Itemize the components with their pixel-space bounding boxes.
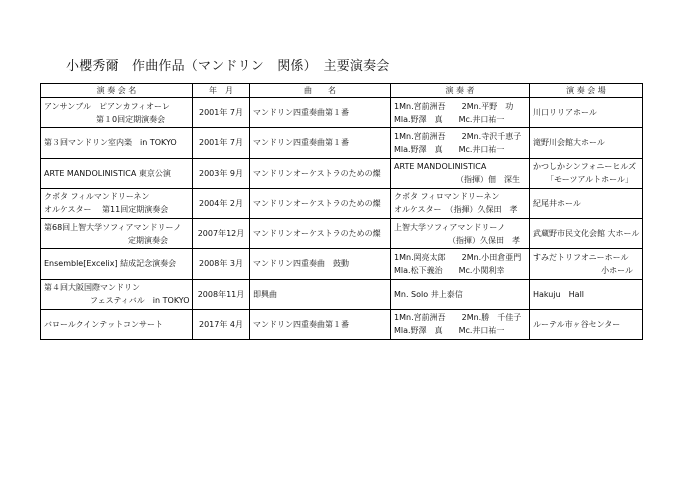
concert-name: 第68回上智大学ソフィアマンドリーノ (44, 222, 182, 232)
piece-cell: マンドリンオーケストラのための燦 (250, 158, 391, 188)
concert-cell (41, 279, 193, 309)
venue-line: すみだトリフオニーホール (533, 252, 629, 262)
date-cell: 2008年 3月 (193, 249, 250, 279)
venue-cell: ルーテル市ヶ谷センター (530, 309, 643, 339)
table-row (41, 98, 643, 128)
piece-cell: マンドリン四重奏曲第１番 (250, 309, 391, 339)
piece-cell: マンドリンオーケストラのための燦 (250, 188, 391, 218)
venue-cell (530, 158, 643, 188)
page-title: 小櫻秀爾 作曲作品（マンドリン 関係） 主要演奏会 (66, 59, 390, 74)
performers-line: Mla.松下義治 Mc.小関利幸 (394, 265, 505, 275)
conductor-line: （指揮）佃 深生 (456, 175, 520, 185)
performers-cell (391, 188, 530, 218)
performers-line: 上智大学ソフィアマンドリーノ (394, 222, 506, 232)
conductor-line: （指揮）久保田 孝 (448, 235, 520, 245)
performers-line: Mla.野澤 真 Mc.井口祐一 (394, 326, 505, 336)
concert-cell (41, 219, 193, 249)
date-cell: 2004年 2月 (193, 188, 250, 218)
performers-cell (391, 158, 530, 188)
date-cell: 2017年 4月 (193, 309, 250, 339)
date-cell: 2003年 9月 (193, 158, 250, 188)
concert-cell: ARTE MANDOLINISTICA 東京公演 (41, 158, 193, 188)
piece-cell: マンドリン四重奏曲 鼓動 (250, 249, 391, 279)
performers-cell: Mn. Solo 井上泰信 (391, 279, 530, 309)
piece-cell: 即興曲 (250, 279, 391, 309)
venue-cell: 滝野川会館大ホール (530, 128, 643, 158)
table-row (41, 219, 643, 249)
performers-cell (391, 309, 530, 339)
venue-line2: 小ホール (601, 265, 633, 275)
performers-line: オルケスター （指揮）久保田 孝 (394, 205, 518, 215)
header-piece: 曲 名 (250, 84, 391, 98)
concert-name-line2: 定期演奏会 (128, 235, 168, 245)
venue-line: かつしかシンフォニーヒルズ (533, 162, 637, 172)
date-cell: 2008年11月 (193, 279, 250, 309)
table-row (41, 158, 643, 188)
performers-cell (391, 249, 530, 279)
venue-cell: 武蔵野市民文化会館 大ホール (530, 219, 643, 249)
performers-cell (391, 128, 530, 158)
concert-cell: 第３回マンドリン室内楽 in TOKYO (41, 128, 193, 158)
performers-line: 1Mn.宮前洲吾 2Mn.寺沢千恵子 (394, 131, 522, 141)
concert-cell (41, 188, 193, 218)
performers-line: 1Mn.岡亮太郎 2Mn.小田倉亜門 (394, 252, 522, 262)
performers-cell (391, 98, 530, 128)
table-row (41, 188, 643, 218)
date-cell: 2001年 7月 (193, 98, 250, 128)
performers-line: クボタ フィロマンドリーネン (394, 192, 500, 202)
performers-line: Mla.野澤 真 Mc.井口祐一 (394, 144, 505, 154)
venue-cell: 川口リリアホール (530, 98, 643, 128)
venue-cell (530, 249, 643, 279)
table-row (41, 309, 643, 339)
table-row (41, 249, 643, 279)
concert-cell: バロールクインテットコンサート (41, 309, 193, 339)
concert-table (40, 83, 643, 340)
table-row (41, 128, 643, 158)
piece-cell: マンドリン四重奏曲第１番 (250, 98, 391, 128)
performers-line: ARTE MANDOLINISTICA (394, 162, 487, 172)
concert-name: アンサンブル ピアンカフィオーレ (44, 101, 170, 111)
header-date: 年 月 (193, 84, 250, 98)
header-venue: 演 奏 会 場 (530, 84, 643, 98)
concert-name-line2: 第１0回定期演奏会 (96, 114, 166, 124)
date-cell: 2007年12月 (193, 219, 250, 249)
venue-cell: 紀尾井ホール (530, 188, 643, 218)
concert-name-line2: オルケスター 第11回定期演奏会 (44, 205, 169, 215)
concert-cell: Ensemble[Excelix] 結成記念演奏会 (41, 249, 193, 279)
performers-line: 1Mn.宮前洲吾 2Mn.平野 功 (394, 101, 514, 111)
performers-line: 1Mn.宮前洲吾 2Mn.勝 千佳子 (394, 313, 522, 323)
performers-line: Mla.野澤 真 Mc.井口祐一 (394, 114, 505, 124)
piece-cell: マンドリン四重奏曲第１番 (250, 128, 391, 158)
date-cell: 2001年 7月 (193, 128, 250, 158)
concert-name: クボタ フィルマンドリーネン (44, 192, 150, 202)
table-header-row (41, 84, 643, 98)
table-row (41, 279, 643, 309)
venue-line2: 「モーツアルトホール」 (546, 175, 633, 185)
piece-cell: マンドリンオーケストラのための燦 (250, 219, 391, 249)
performers-cell (391, 219, 530, 249)
venue-cell: Hakuju Hall (530, 279, 643, 309)
concert-cell (41, 98, 193, 128)
concert-name: 第４回大阪国際マンドリン (44, 283, 140, 293)
header-performers: 演 奏 者 (391, 84, 530, 98)
header-concert: 演 奏 会 名 (41, 84, 193, 98)
concert-name-line2: フェスティバル in TOKYO (90, 296, 190, 306)
